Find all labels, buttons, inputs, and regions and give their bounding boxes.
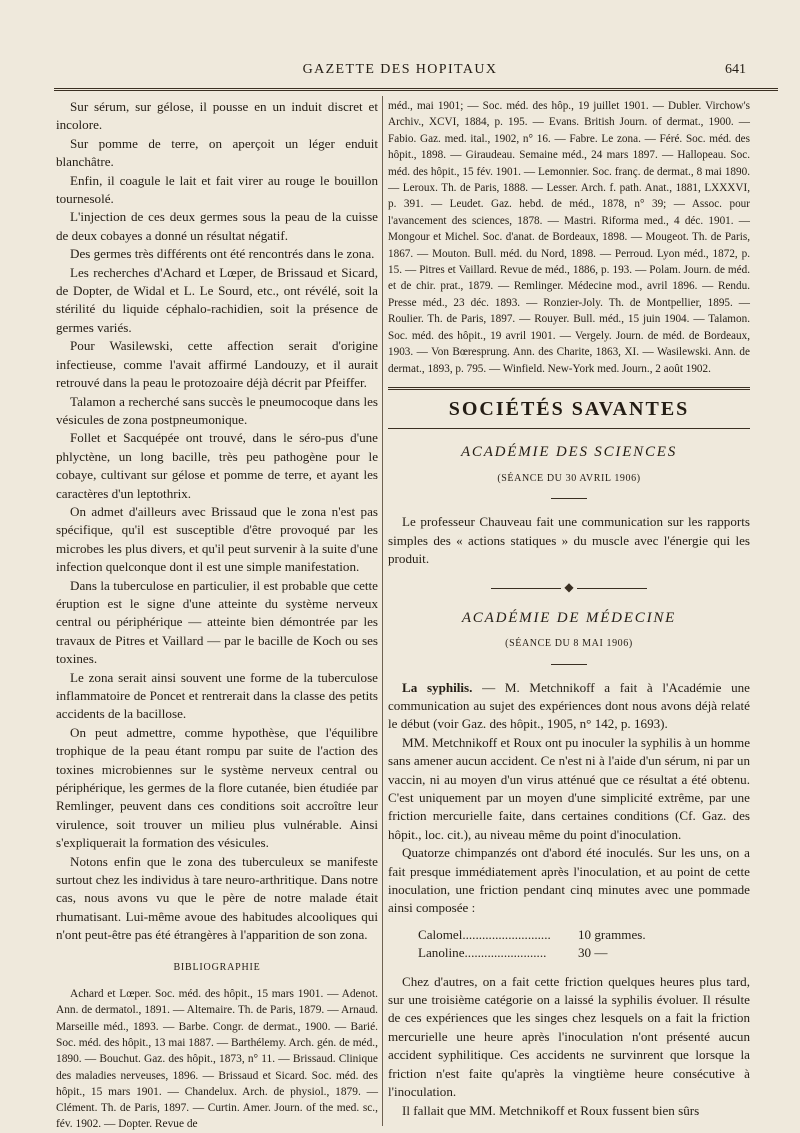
bibliography-text: Achard et Lœper. Soc. méd. des hôpit., 15 mars 1901. — Adenot. Ann. de dermatol., 1891. — Altemaire. Th. de Paris, 1879. — Arnaud. Marseille méd., 1893. — Barbe. Congr. de dermat., 1900. — Barié. Soc. méd. des hôpit., 13 mai 1887. — Barthélemy. Arch. gén. de méd., 1890. — Bouchut. Gaz. des hôpit., 1873, n° 11. — Brissaud. Clinique des maladies nerveuses, 1896. — Brissaud et Sicard. Soc. méd. des hôpit., 15 mars 1901. — Chandelux. Arch. de physiol., 1879. — Clément. Th. de Paris, 1897. — Curtin. Amer. Journ. of the med. sc., fév. 1902. — Dopter. Revue de [56,988,378,1131]
header-double-rule [54,88,778,91]
bibliography-heading: BIBLIOGRAPHIE [173,961,261,973]
paragraph: Dans la tuberculose en particulier, il est probable que cette éruption est le signe d'une atteinte du système nerveux central ou périphérique — atteinte bien démontrée par les travaux de Pitres et Vaillard — par le bacille de Koch ou ses toxines. [56,577,378,667]
ingredient-quantity: 10 grammes. [578,926,646,942]
paragraph: Sur pomme de terre, on aperçoit un léger enduit blanchâtre. [56,135,378,170]
formula-row [418,944,668,962]
academie-sciences-text: Le professeur Chauveau fait une communication sur les rapports simples des « actions statiques » du muscle avec l'énergie qui les produit. [388,514,750,566]
paragraph: Pour Wasilewski, cette affection serait d'origine infectieuse, comme l'avait affirmé Landouzy, et il aurait retrouvé dans la peau le protozoaire déjà décrit par Pfeiffer. [56,338,378,391]
paragraph: On peut admettre, comme hypothèse, que l'équilibre trophique de la peau étant rompu par suite de l'action des toxines microbiennes sur le système nerveux central ou périphérique, les germes de la flore cutanée, bien étudiée par Remlinger, peuvent dans ces conditions soit accroître leur virulence, soit trouver un milieu plus vulnérable. Ainsi s'expliquerait la formation des vésicules. [56,724,378,851]
short-rule [551,498,587,499]
ingredient-quantity: 30 — [578,945,608,961]
column-divider [382,96,383,1126]
syphilis-lead: La syphilis. [402,679,473,695]
right-column [388,98,750,1120]
paragraph: Notons enfin que le zona des tuberculeux se manifeste surtout chez les individus à tare neuro-arthritique. Dans notre cas, nous avons vu que le père de notre malade était rhumatisant. Lui-même avoue des habitudes alcooliques qui n'ont peut-être pas été étrangères à l'apparition de son zona. [56,853,378,943]
paragraph: Le zona serait ainsi souvent une forme de la tuberculose inflammatoire de Poncet et rentrerait dans la classe des petits accidents de la bacillose. [56,669,378,722]
paragraph: Sur sérum, sur gélose, il pousse en un induit discret et incolore. [56,99,378,133]
bibliography-continued: méd., mai 1901; — Soc. méd. des hôp., 19 juillet 1901. — Dubler. Virchow's Archiv., XCVI, 1884, p. 195. — Evans. British Journ. of dermat., 1900. — Fabio. Gaz. med. ital., 1902, n° 16. — Fabre. Le zona. — Féré. Soc. méd. des hôpit., 1898. — Giraudeau. Semaine méd., 24 mars 1897. — Hallopeau. Soc. méd. des hôpit., 15 fév. 1901. — Lemonnier. Soc. franç. de dermat., 8 mai 1890. — Leroux. Th. de Paris, 1888. — Lesser. Arch. f. path. Anat., 1881, LXXXVI, p. 391. — Leudet. Gaz. hebd. de méd., 1878, n° 39; — Assoc. pour l'avancement des sciences, 1878. — Mastri. Riforma med., 4 déc. 1901. — Mongour et Michel. Soc. d'anat. de Bordeaux, 1898. — Mougeot. Th. de Paris, 1867. — Mouton. Bull. méd. du Nord, 1898. — Perroud. Lyon méd., 1872, p. 15. — Pitres et Vaillard. Revue de méd., 1886, p. 193. — Polam. Journ. de méd. et de chir. prat., 1879. — Remlinger. Médecine mod., avril 1896. — Rendu. Presse méd., 23 déc. 1893. — Ronzier-Joly. Th. de Montpellier, 1895. — Roulier. Th. de Paris, 1897. — Rouyer. Bull. méd., 15 juin 1904. — Talamon. Soc. méd. des hôpit., 19 avril 1901. — Vergely. Journ. de méd. de Bordeaux, 1903. — Von Bœresprung. Ann. des Charite, 1863, XI. — Wasilewski. Ann. de dermat., 1893, p. 795. — Winfield. New-York med. Journ., 2 août 1902. [388,100,750,375]
ingredient-name: Lanoline......................... [418,945,547,961]
section-title: SOCIÉTÉS SAVANTES [448,397,690,420]
running-head [50,60,750,82]
section-double-rule [388,387,750,390]
short-rule [551,664,587,665]
paragraph: Talamon a recherché sans succès le pneumocoque dans les vésicules de zona postpneumonique. [56,393,378,427]
paragraph: L'injection de ces deux germes sous la peau de la cuisse de deux cobayes a donné un résultat négatif. [56,209,378,243]
academie-sciences-session: (SÉANCE DU 30 AVRIL 1906) [497,472,641,484]
paragraph: On admet d'ailleurs avec Brissaud que le zona n'est pas spécifique, qu'il est susceptible d'être provoqué par les microbes les plus divers, et qu'il peut survenir à la suite d'une infection quelconque dont il est une simple manifestation. [56,503,378,575]
paragraph: Quatorze chimpanzés ont d'abord été inoculés. Sur les uns, on a fait presque immédiatement après l'inoculation, et au point de cette inoculation, une friction pendant cinq minutes avec une pommade ainsi composée : [388,845,750,916]
ingredient-name: Calomel........................... [418,926,551,942]
formula-row [418,926,668,944]
left-column [56,98,378,1133]
pommade-formula [418,926,750,963]
paragraph: Follet et Sacquépée ont trouvé, dans le séro-pus d'une phlyctène, un long bacille, très peu pathogène pour le cobaye, cultivant sur gélose et pomme de terre, et ayant les caractères d'un leptothrix. [56,430,378,501]
academie-sciences-title: ACADÉMIE DES SCIENCES [460,444,678,461]
paragraph: Il fallait que MM. Metchnikoff et Roux fussent bien sûrs [402,1102,700,1118]
page-number: 641 [725,62,746,77]
paragraph: MM. Metchnikoff et Roux ont pu inoculer la syphilis à un homme sans amener aucun accident. Ce n'est ni à l'aide d'un sérum, ni par un vaccin, ni au moyen d'un virus atténué que ce résultat a été obtenu. C'est uniquement par un moyen d'une simplicité extrême, par une friction mercurielle faite, dans certaines conditions (Cf. Gaz. des hôpit., loc. cit.), au niveau même du point d'inoculation. [388,734,750,842]
paragraph: Les recherches d'Achard et Lœper, de Brissaud et Sicard, de Dopter, de Widal et L. Le Sourd, etc., ont révélé, soit la stérilité du liquide céphalo-rachidien, soit la présence de germes variés. [56,264,378,335]
journal-title: GAZETTE DES HOPITAUX [302,62,498,77]
paragraph: Chez d'autres, on a fait cette friction quelques heures plus tard, sur une troisième catégorie on a laissé la syphilis évoluer. Il résulte de ces expériences que les singes chez lesquels on a fait la friction mercurielle une heure après l'inoculation n'ont présenté aucun accident syphilitique. Ces accidents ne survinrent que lorsque la friction n'est faite qu'après la vingtième heure consécutive à l'inoculation. [388,973,750,1100]
academie-medecine-title: ACADÉMIE DE MÉDECINE [461,609,677,626]
syphilis-paragraph [388,679,750,734]
paragraph: Des germes très différents ont été rencontrés dans le zona. [70,246,375,262]
section-rule [388,428,750,429]
paragraph: Enfin, il coagule le lait et fait virer au rouge le bouillon tournesolé. [56,172,378,207]
academie-medecine-session: (SÉANCE DU 8 MAI 1906) [505,638,633,650]
syphilis-text: — M. Metchnikoff a fait à l'Académie une communication au sujet des expériences dont nous avons déjà relaté le début (voir Gaz. des hôpit., 1905, n° 142, p. 1693). [388,679,750,732]
ornamental-rule: ◆ [388,578,750,596]
